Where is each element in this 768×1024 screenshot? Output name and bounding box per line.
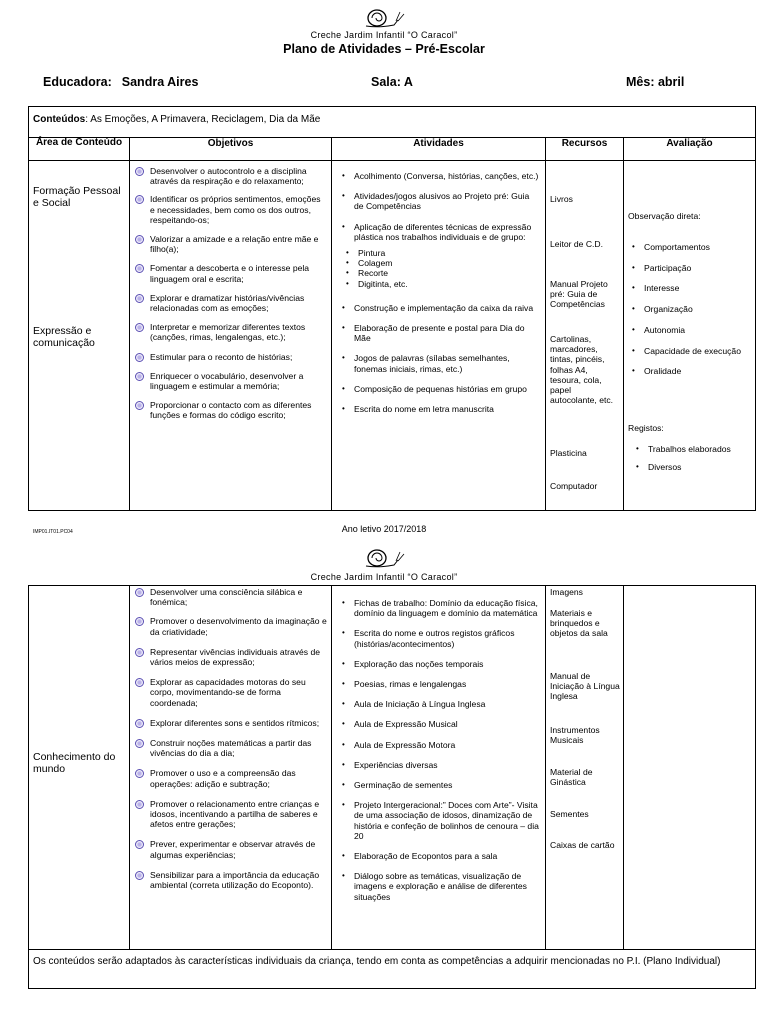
objectives-cell bbox=[130, 161, 332, 511]
objective-item: Desenvolver o autocontrolo e a disciplina através da respiração e do relaxamento; bbox=[150, 166, 327, 186]
records-item: • Trabalhos elaborados bbox=[648, 444, 748, 454]
objective-item: Interpretar e memorizar diferentes textos (canções, rimas, lengalengas, etc.); bbox=[150, 322, 327, 342]
col-header-resources: Recursos bbox=[546, 138, 624, 161]
objective-item: Fomentar a descoberta e o interesse pela linguagem oral e escrita; bbox=[150, 263, 327, 283]
document-code: IMP01.IT01.PC04 bbox=[33, 529, 73, 535]
objective-item: Explorar as capacidades motoras do seu corpo, movimentando-se de forma coordenada; bbox=[150, 677, 327, 708]
evaluation-item: • Capacidade de execução bbox=[644, 346, 754, 356]
month-label: Mês: bbox=[626, 75, 655, 89]
resource-item: Sementes bbox=[550, 809, 589, 819]
objective-item: Representar vivências individuais através de vários meios de expressão; bbox=[150, 647, 327, 667]
activity-item: • Elaboração de presente e postal para Dia do Mãe bbox=[354, 323, 539, 343]
evaluation-item: • Oralidade bbox=[644, 366, 754, 376]
area-cell bbox=[29, 161, 130, 511]
activity-item: • Exploração das noções temporais bbox=[354, 659, 539, 669]
resource-item: Livros bbox=[550, 194, 573, 204]
resource-item: Caixas de cartão bbox=[550, 840, 615, 850]
resource-item: Material de Ginástica bbox=[550, 767, 593, 788]
activities-cell bbox=[332, 161, 546, 511]
resources-cell bbox=[546, 586, 624, 950]
snail-logo bbox=[360, 546, 408, 568]
technique-item: • Recorte bbox=[358, 268, 539, 278]
activity-item: • Escrita do nome em letra manuscrita bbox=[354, 404, 539, 414]
evaluation-item: • Comportamentos bbox=[644, 242, 754, 252]
objective-item: Valorizar a amizade e a relação entre mãe e filho(a); bbox=[150, 234, 327, 254]
activity-item: • Poesias, rimas e lengalengas bbox=[354, 679, 539, 689]
evaluation-item: • Organização bbox=[644, 304, 754, 314]
area-personal-social: Formação Pessoal e Social bbox=[33, 185, 121, 209]
activity-item: • Composição de pequenas histórias em grupo bbox=[354, 384, 539, 394]
objective-item: Sensibilizar para a importância da educação ambiental (correta utilização do Ecoponto). bbox=[150, 870, 327, 890]
objectives-cell bbox=[130, 586, 332, 950]
month-value: abril bbox=[657, 75, 685, 89]
activities-cell bbox=[332, 586, 546, 950]
objective-item: Construir noções matemáticas a partir das vivências do dia a dia; bbox=[150, 738, 327, 758]
activity-item: • Aula de Expressão Motora bbox=[354, 740, 539, 750]
objective-item: Explorar e dramatizar histórias/vivências relacionadas com as emoções; bbox=[150, 293, 327, 313]
activities-plan-table-continued bbox=[28, 585, 756, 989]
month-field bbox=[626, 75, 684, 89]
resource-item: Imagens bbox=[550, 587, 583, 597]
activity-item: • Elaboração de Ecopontos para a sala bbox=[354, 851, 539, 861]
technique-item: • Pintura bbox=[358, 248, 539, 258]
evaluation-cell bbox=[624, 586, 756, 950]
objective-item: Proporcionar o contacto com as diferentes funções e formas do código escrito; bbox=[150, 400, 327, 420]
school-name: Creche Jardim Infantil “O Caracol” bbox=[310, 30, 458, 40]
objective-item: Promover o uso e a compreensão das operações: adição e subtração; bbox=[150, 768, 327, 788]
activity-item: • Atividades/jogos alusivos ao Projeto pré: Guia de Competências bbox=[354, 191, 539, 211]
activity-text: Aplicação de diferentes técnicas de expressão plástica nos trabalhos individuais e de grupo: bbox=[354, 221, 532, 242]
activity-item: • Aula de Iniciação à Língua Inglesa bbox=[354, 699, 539, 709]
room-field bbox=[371, 75, 413, 89]
direct-observation-label: Observação direta: bbox=[628, 211, 701, 221]
resource-item: Plasticina bbox=[550, 448, 587, 458]
records-item: • Diversos bbox=[648, 462, 748, 472]
educator-value: Sandra Aires bbox=[121, 75, 199, 89]
technique-item: • Digitinta, etc. bbox=[358, 279, 539, 289]
school-name: Creche Jardim Infantil “O Caracol” bbox=[310, 572, 458, 582]
school-year: Ano letivo 2017/2018 bbox=[341, 524, 427, 534]
activity-item: • Diálogo sobre as temáticas, visualização de imagens e exploração e análise de diferentes situações bbox=[354, 871, 539, 902]
technique-item: • Colagem bbox=[358, 258, 539, 268]
resource-item: Leitor de C.D. bbox=[550, 239, 604, 249]
room-label: Sala: bbox=[371, 75, 401, 89]
activity-item: • Projeto Intergeracional:” Doces com Arte”- Visita de uma associação de idosos, dinamização de história e confeção de bolinhos de cenoura – dia 20 bbox=[354, 800, 539, 841]
contents-row bbox=[29, 107, 756, 138]
activity-item: • Acolhimento (Conversa, histórias, canções, etc.) bbox=[354, 171, 539, 181]
area-world-knowledge: Conhecimento do mundo bbox=[33, 751, 116, 775]
resource-item: Materiais e brinquedos e objetos da sala bbox=[550, 608, 608, 639]
resource-item: Manual de Iniciação à Língua Inglesa bbox=[550, 671, 620, 702]
activity-item: • Germinação de sementes bbox=[354, 780, 539, 790]
activity-item: • Aula de Expressão Musical bbox=[354, 719, 539, 729]
activity-item: • Experiências diversas bbox=[354, 760, 539, 770]
objective-item: Estimular para o reconto de histórias; bbox=[150, 352, 327, 362]
col-header-objectives: Objetivos bbox=[130, 138, 332, 161]
objective-item: Explorar diferentes sons e sentidos rítmicos; bbox=[150, 718, 327, 728]
activity-item: • Construção e implementação da caixa da raiva bbox=[354, 303, 539, 313]
col-header-activities: Atividades bbox=[332, 138, 546, 161]
room-value: A bbox=[403, 75, 413, 89]
activity-item: • Escrita do nome e outros registos gráficos (histórias/acontecimentos) bbox=[354, 628, 539, 648]
resource-item: Cartolinas, marcadores, tintas, pincéis, folhas A4, tesoura, cola, papel autocolante, etc. bbox=[550, 334, 614, 406]
resources-cell bbox=[546, 161, 624, 511]
col-header-evaluation: Avaliação bbox=[624, 138, 756, 161]
evaluation-item: • Interesse bbox=[644, 283, 754, 293]
resource-item: Computador bbox=[550, 481, 598, 491]
contents-text: : As Emoções, A Primavera, Reciclagem, Dia da Mãe bbox=[85, 114, 321, 125]
area-cell bbox=[29, 586, 130, 950]
evaluation-item: • Autonomia bbox=[644, 325, 754, 335]
objective-item: Promover o desenvolvimento da imaginação e da criatividade; bbox=[150, 616, 327, 637]
objective-item: Promover o relacionamento entre crianças e idosos, incentivando a partilha de saberes e afetos entre gerações; bbox=[150, 799, 327, 830]
activity-item: • Fichas de trabalho: Domínio da educação física, domínio da linguagem e domínio da matemática bbox=[354, 598, 539, 618]
adaptation-note: Os conteúdos serão adaptados às características individuais da criança, tendo em conta as competências a adquirir mencionadas no P.I. (Plano Individual) bbox=[29, 950, 756, 989]
objective-item: Desenvolver uma consciência silábica e fonémica; bbox=[150, 587, 327, 607]
objective-item: Prever, experimentar e observar através de algumas experiências; bbox=[150, 839, 327, 859]
area-expression-communication: Expressão e comunicação bbox=[33, 325, 95, 349]
educator-field bbox=[43, 75, 198, 89]
activity-item: • Jogos de palavras (sílabas semelhantes, fonemas iniciais, rimas, etc.) bbox=[354, 353, 539, 373]
resource-item: Manual Projeto pré: Guia de Competências bbox=[550, 279, 608, 310]
plan-title: Plano de Atividades – Pré-Escolar bbox=[283, 42, 485, 56]
objective-item: Enriquecer o vocabulário, desenvolver a linguagem e estimular a memória; bbox=[150, 371, 327, 391]
contents-label: Conteúdos bbox=[33, 114, 86, 125]
activities-plan-table bbox=[28, 106, 756, 511]
educator-label: Educadora: bbox=[43, 75, 112, 89]
snail-logo bbox=[360, 6, 408, 28]
objective-item: Identificar os próprios sentimentos, emoções e necessidades, bem como os dos outros, respeitando-os; bbox=[150, 194, 327, 225]
evaluation-cell bbox=[624, 161, 756, 511]
resource-item: Instrumentos Musicais bbox=[550, 725, 600, 746]
records-label: Registos: bbox=[628, 423, 664, 433]
activity-item bbox=[354, 222, 539, 289]
evaluation-item: • Participação bbox=[644, 263, 754, 273]
col-header-area: Área de Conteúdo bbox=[29, 138, 130, 161]
